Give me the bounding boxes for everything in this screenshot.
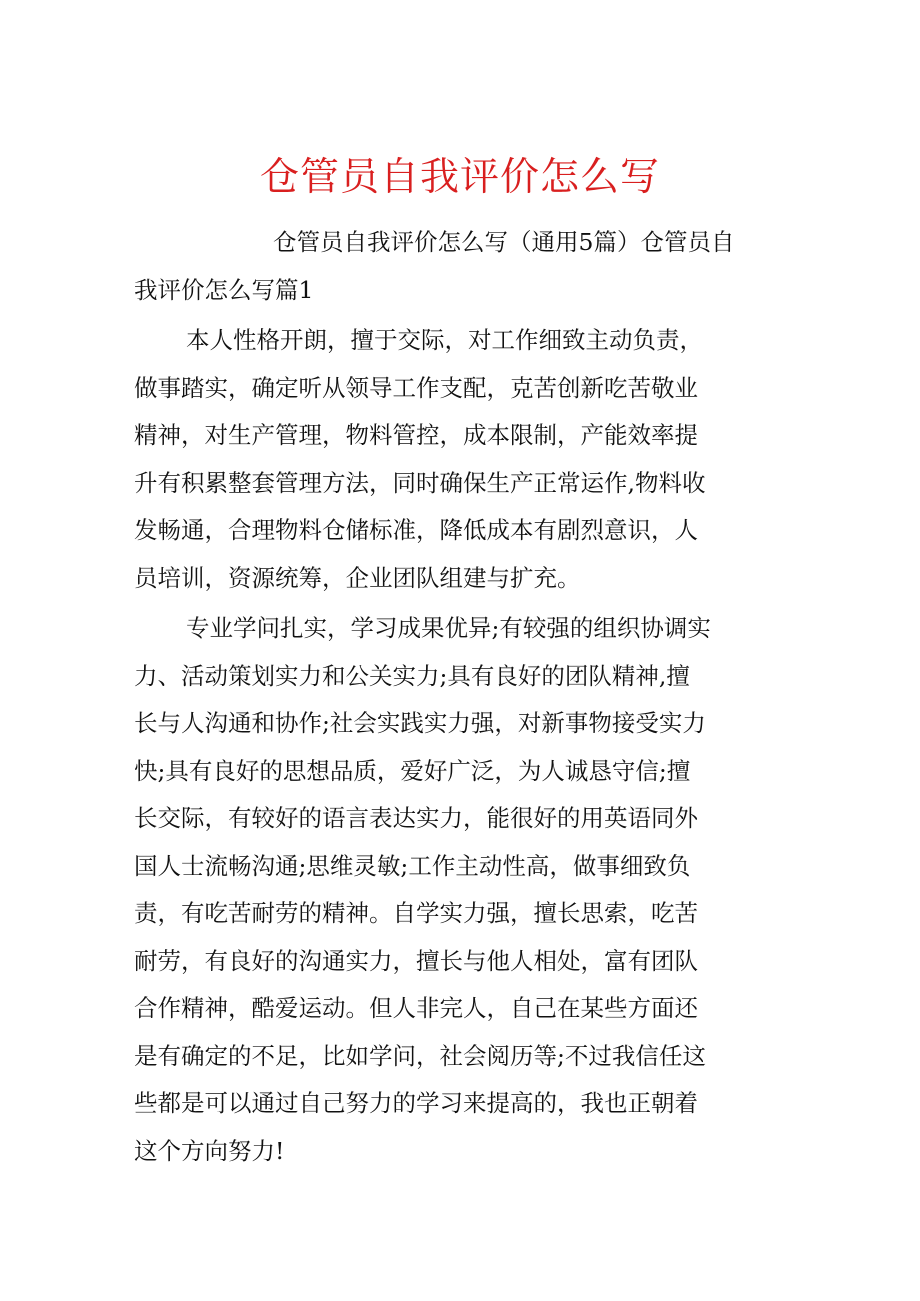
paragraph-2-line: 力、活动策划实力和公关实力;具有良好的团队精神,擅 [134,661,690,690]
paragraph-1-line: 精神，对生产管理，物料管控，成本限制，产能效率提 [134,421,698,449]
subtitle-line-1: 仓管员自我评价怎么写（通用5篇）仓管员自 [273,228,735,256]
paragraph-2-line: 国人士流畅沟通;思维灵敏;工作主动性高，做事细致负 [134,851,691,880]
paragraph-1-line: 本人性格开朗，擅于交际，对工作细致主动负责， [186,326,703,354]
paragraph-1-line: 做事踏实，确定听从领导工作支配，克苦创新吃苦敬业 [134,373,698,402]
paragraph-1-line: 员培训，资源统筹，企业团队组建与扩充。 [134,563,581,592]
paragraph-2-line: 耐劳，有良好的沟通实力，擅长与他人相处，富有团队 [134,946,698,975]
paragraph-2-line: 快;具有良好的思想品质，爱好广泛，为人诚恳守信;擅 [134,756,691,785]
paragraph-1 [134,317,786,602]
paragraph-2-line: 责，有吃苦耐劳的精神。自学实力强，擅长思索，吃苦 [134,899,698,927]
paragraph-2-line: 长与人沟通和协作;社会实践实力强，对新事物接受实力 [134,709,706,737]
paragraph-2-line: 合作精神，酷爱运动。但人非完人，自己在某些方面还 [134,994,698,1022]
paragraph-2-line: 长交际，有较好的语言表达实力，能很好的用英语同外 [134,804,698,832]
document-body [134,219,786,1175]
paragraph-2-line: 这个方向努力! [134,1136,285,1165]
subtitle-line-2: 我评价怎么写篇1 [134,275,314,304]
document-title: 仓管员自我评价怎么写 [259,155,660,200]
paragraph-2-line: 专业学问扎实，学习成果优异;有较强的组织协调实 [186,614,711,642]
paragraph-2-line: 些都是可以通过自己努力的学习来提高的，我也正朝着 [134,1089,698,1117]
paragraph-2-line: 是有确定的不足，比如学问，社会阅历等;不过我信任这 [134,1041,706,1070]
paragraph-2 [134,605,786,1175]
paragraph-1-line: 升有积累整套管理方法，同时确保生产正常运作,物料收 [134,468,706,497]
paragraph-1-line: 发畅通，合理物料仓储标准，降低成本有剧烈意识，人 [134,516,698,544]
